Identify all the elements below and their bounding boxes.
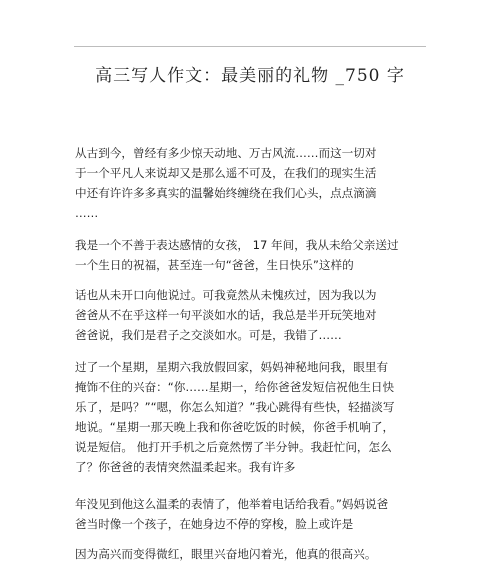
- text-line: 于一个平凡人来说却又是那么遥不可及，在我们的现实生活: [75, 166, 377, 180]
- paragraph-4: [75, 357, 427, 477]
- paragraph-6: [75, 544, 427, 564]
- text-line: 因为高兴而变得微红，眼里兴奋地闪着光，他真的很高兴。: [75, 547, 377, 561]
- text-line: 过了一个星期，星期六我放假回家，妈妈神秘地问我，眼里有: [75, 360, 389, 374]
- text-line: 中还有许许多多真实的温馨始终缠绕在我们心头，点点滴滴: [75, 186, 377, 200]
- text-line: 从古到今，曾经有多少惊天动地、万古风流……而这一切对: [75, 146, 377, 160]
- paragraph-3: [75, 285, 427, 345]
- text-line: 我是一个不善于表达感情的女孩， 17 年间，我从未给父亲送过: [75, 238, 399, 252]
- paragraph-5: [75, 494, 427, 534]
- text-line: 话也从未开口向他说过。可我竟然从未愧疚过，因为我以为: [75, 288, 377, 302]
- paragraph-1: [75, 143, 427, 223]
- page-title: 高三写人作文：最美丽的礼物 _750 字: [95, 66, 405, 86]
- text-line: 年没见到他这么温柔的表情了，他举着电话给我看。”妈妈说爸: [75, 497, 389, 511]
- text-line: 爸当时像一个孩子，在她身边不停的穿梭，脸上或许是: [75, 517, 354, 531]
- text-line: 掩饰不住的兴奋：“你……星期一，给你爸爸发短信祝他生日快: [75, 380, 395, 394]
- text-line: 地说。“星期一那天晚上我和你爸吃饭的时候，你爸手机响了，: [75, 420, 395, 434]
- header-divider: [74, 46, 426, 47]
- text-line: 爸爸从不在乎这样一句平淡如水的话，我总是半开玩笑地对: [75, 308, 377, 322]
- text-line: 乐了，是吗？”“嗯，你怎么知道？”我心跳得有些快，轻描淡写: [75, 400, 395, 414]
- text-line: ……: [75, 206, 99, 220]
- text-line: 说是短信。 他打开手机之后竟然愣了半分钟。我赶忙问，怎么: [75, 440, 392, 454]
- text-line: 了？你爸爸的表情突然温柔起来。我有许多: [75, 460, 296, 474]
- text-line: 爸爸说，我们是君子之交淡如水。可是，我错了……: [75, 328, 342, 342]
- text-line: 一个生日的祝福，甚至连一句“爸爸，生日快乐”这样的: [75, 258, 354, 272]
- paragraph-2: [75, 235, 427, 275]
